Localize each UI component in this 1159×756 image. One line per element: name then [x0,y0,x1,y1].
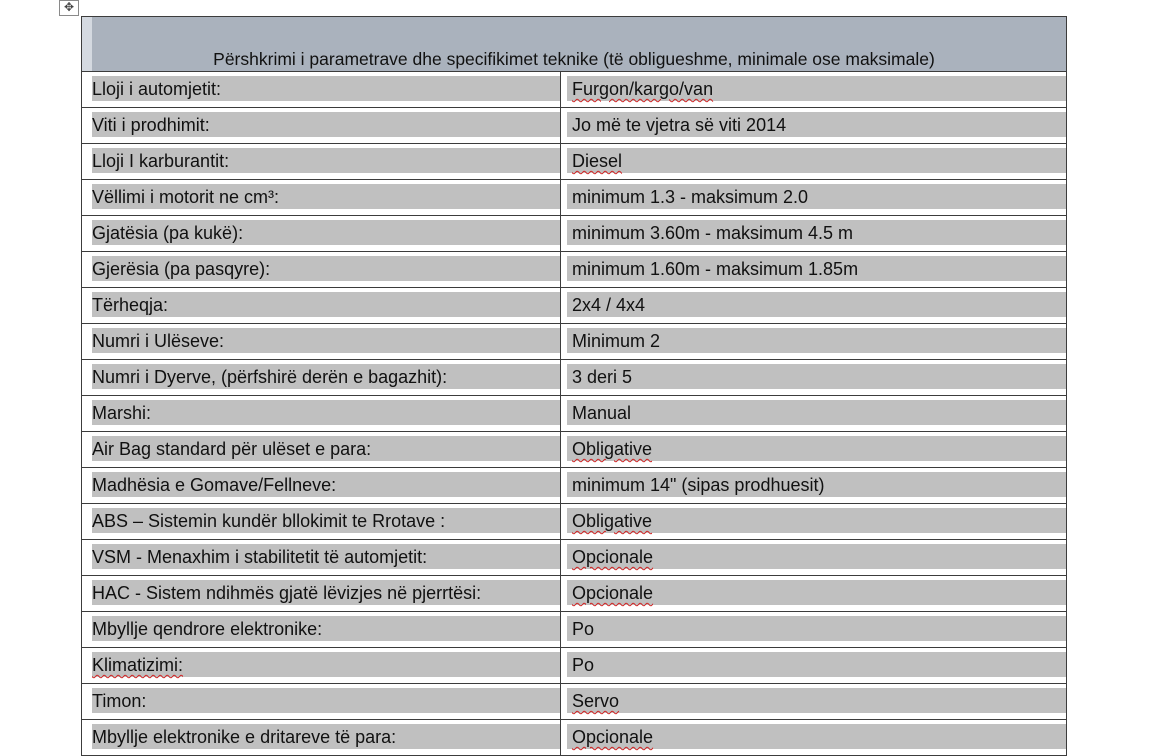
parameter-cell[interactable] [82,648,561,683]
value-cell[interactable] [561,180,1066,215]
parameter-value: Jo më te vjetra së viti 2014 [572,115,787,135]
parameter-value: Obligative [572,439,653,459]
value-cell[interactable] [561,252,1066,287]
parameter-cell[interactable] [82,108,561,143]
table-row [82,108,1066,144]
parameter-label: Timon: [92,691,147,711]
table-row [82,396,1066,432]
parameter-cell[interactable] [82,540,561,575]
table-row [82,684,1066,720]
parameter-label: HAC - Sistem ndihmës gjatë lëvizjes në pjerrtësi: [92,583,482,603]
parameter-value: Opcionale [572,583,654,603]
value-cell[interactable] [561,648,1066,683]
value-cell[interactable] [561,576,1066,611]
parameter-cell[interactable] [82,468,561,503]
value-cell[interactable] [561,360,1066,395]
parameter-value: Manual [572,403,632,423]
table-row [82,324,1066,360]
table-row [82,612,1066,648]
table-row [82,720,1066,756]
table-row [82,288,1066,324]
value-cell[interactable] [561,612,1066,647]
parameter-cell[interactable] [82,396,561,431]
parameter-label: Vëllimi i motorit ne cm³: [92,187,280,207]
value-cell[interactable] [561,396,1066,431]
parameter-cell[interactable] [82,144,561,179]
value-cell[interactable] [561,468,1066,503]
value-cell[interactable] [561,288,1066,323]
parameter-cell[interactable] [82,432,561,467]
parameter-label: Gjerësia (pa pasqyre): [92,259,271,279]
parameter-cell[interactable] [82,72,561,107]
parameter-value: Servo [572,691,620,711]
value-cell[interactable] [561,540,1066,575]
table-row [82,144,1066,180]
parameter-value: minimum 3.60m - maksimum 4.5 m [572,223,854,243]
value-cell[interactable] [561,432,1066,467]
table-title: Përshkrimi i parametrave dhe specifikimet teknike (të obligueshme, minimale ose maksimale) [213,49,935,69]
parameter-label: Numri i Ulëseve: [92,331,225,351]
parameter-value: Po [572,655,595,675]
parameter-value: 3 deri 5 [572,367,633,387]
parameter-cell[interactable] [82,360,561,395]
parameter-value: Diesel [572,151,623,171]
value-cell[interactable] [561,504,1066,539]
parameter-label: Madhësia e Gomave/Fellneve: [92,475,337,495]
parameter-value: Obligative [572,511,653,531]
table-move-handle-icon[interactable]: ✥ [59,0,79,16]
table-row [82,648,1066,684]
value-cell[interactable] [561,108,1066,143]
value-cell[interactable] [561,216,1066,251]
parameter-cell[interactable] [82,504,561,539]
parameter-label: Mbyllje elektronike e dritareve të para: [92,727,397,747]
parameter-cell[interactable] [82,612,561,647]
table-row [82,252,1066,288]
table-row [82,72,1066,108]
table-row [82,576,1066,612]
value-cell[interactable] [561,144,1066,179]
parameter-value: Po [572,619,595,639]
spec-table [81,16,1067,756]
parameter-value: minimum 14" (sipas prodhuesit) [572,475,825,495]
parameter-label: Viti i prodhimit: [92,115,210,135]
table-title-row [82,16,1066,72]
table-row [82,216,1066,252]
parameter-label: Air Bag standard për ulëset e para: [92,439,372,459]
parameter-cell[interactable] [82,180,561,215]
parameter-value: Furgon/kargo/van [572,79,714,99]
parameter-label: ABS – Sistemin kundër bllokimit te Rrotave : [92,511,446,531]
parameter-value: minimum 1.60m - maksimum 1.85m [572,259,859,279]
parameter-label: Lloji I karburantit: [92,151,230,171]
parameter-label: Mbyllje qendrore elektronike: [92,619,323,639]
parameter-cell[interactable] [82,684,561,719]
table-row [82,540,1066,576]
table-row [82,432,1066,468]
parameter-cell[interactable] [82,720,561,755]
parameter-cell[interactable] [82,288,561,323]
table-row [82,360,1066,396]
table-row [82,468,1066,504]
parameter-label: Tërheqja: [92,295,169,315]
parameter-label: Klimatizimi: [92,655,184,675]
parameter-cell[interactable] [82,252,561,287]
parameter-value: minimum 1.3 - maksimum 2.0 [572,187,809,207]
value-cell[interactable] [561,684,1066,719]
value-cell[interactable] [561,324,1066,359]
parameter-label: VSM - Menaxhim i stabilitetit të automjetit: [92,547,428,567]
table-row [82,504,1066,540]
parameter-value: Opcionale [572,547,654,567]
parameter-label: Numri i Dyerve, (përfshirë derën e bagazhit): [92,367,448,387]
parameter-label: Lloji i automjetit: [92,79,222,99]
table-row [82,180,1066,216]
parameter-value: 2x4 / 4x4 [572,295,646,315]
value-cell[interactable] [561,72,1066,107]
parameter-cell[interactable] [82,576,561,611]
parameter-cell[interactable] [82,216,561,251]
parameter-cell[interactable] [82,324,561,359]
parameter-value: Minimum 2 [572,331,661,351]
parameter-value: Opcionale [572,727,654,747]
value-cell[interactable] [561,720,1066,755]
parameter-label: Marshi: [92,403,152,423]
parameter-label: Gjatësia (pa kukë): [92,223,244,243]
